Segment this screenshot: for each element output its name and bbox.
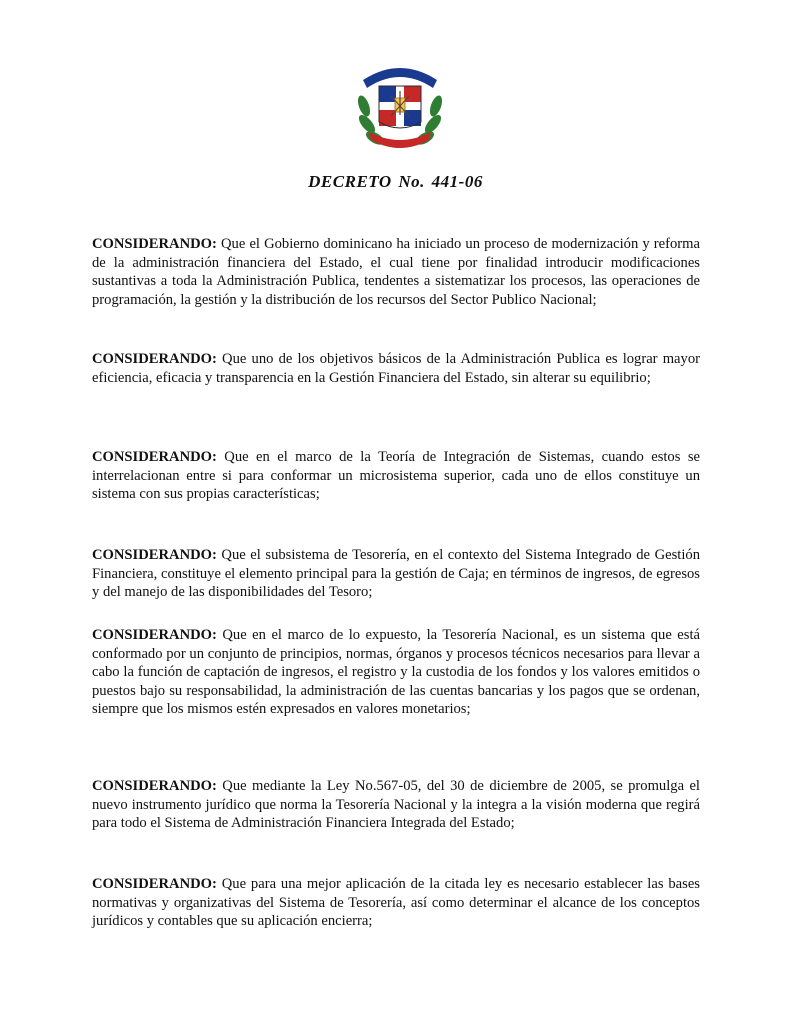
considerando-text: Que uno de los objetivos básicos de la Administración Publica es lograr mayor eficiencia, eficacia y transparencia en la Gestión Financiera del Estado, sin alterar su equilibrio; xyxy=(92,351,700,386)
considerando-paragraph-7 xyxy=(92,875,700,931)
considerando-text: Que para una mejor aplicación de la citada ley es necesario establecer las bases normativas y organizativas del Sistema de Tesorería, así como determinar el alcance de los conceptos jurídicos y contables que su aplicación encierra; xyxy=(92,876,700,930)
considerando-lead: CONSIDERANDO: xyxy=(92,778,217,794)
considerando-lead: CONSIDERANDO: xyxy=(92,627,217,643)
considerando-lead: CONSIDERANDO: xyxy=(92,449,217,465)
considerando-paragraph-3 xyxy=(92,448,700,504)
considerando-lead: CONSIDERANDO: xyxy=(92,236,217,252)
considerando-paragraph-1 xyxy=(92,235,700,309)
considerando-lead: CONSIDERANDO: xyxy=(92,876,217,892)
considerando-lead: CONSIDERANDO: xyxy=(92,547,217,563)
considerando-text: Que el subsistema de Tesorería, en el contexto del Sistema Integrado de Gestión Financiera, constituye el elemento principal para la gestión de Caja; en términos de ingresos, de egresos y del manejo de las disponibilidades del Tesoro; xyxy=(92,547,700,601)
considerando-paragraph-4 xyxy=(92,546,700,602)
considerando-paragraph-2 xyxy=(92,350,700,387)
coat-of-arms-seal-icon xyxy=(355,58,445,154)
considerando-paragraph-5 xyxy=(92,626,700,719)
decree-title: DECRETO No. 441-06 xyxy=(308,172,483,191)
considerando-text: Que en el marco de la Teoría de Integración de Sistemas, cuando estos se interrelacionan entre si para conformar un microsistema superior, cada uno de ellos constituye un sistema con sus propias características; xyxy=(92,449,700,503)
considerando-lead: CONSIDERANDO: xyxy=(92,351,217,367)
considerando-text: Que mediante la Ley No.567-05, del 30 de diciembre de 2005, se promulga el nuevo instrumento jurídico que norma la Tesorería Nacional y la integra a la visión moderna que regirá para todo el Sistema de Administración Financiera Integrada del Estado; xyxy=(92,778,700,832)
considerando-paragraph-6 xyxy=(92,777,700,833)
considerando-text: Que en el marco de lo expuesto, la Tesorería Nacional, es un sistema que está conformado por un conjunto de principios, normas, órganos y procesos técnicos necesarios para llevar a cabo la función de captación de ingresos, el registro y la custodia de los fondos y los valores emitidos o puestos bajo su responsabilidad, la administración de las cuentas bancarias y los pagos que se ordenan, siempre que los mismos estén expresados en valores monetarios; xyxy=(92,627,700,718)
considerando-text: Que el Gobierno dominicano ha iniciado un proceso de modernización y reforma de la administración financiera del Estado, el cual tiene por finalidad introducir modificaciones sustantivas a toda la Administración Publica, tendentes a sistematizar los procesos, las operaciones de programación, la gestión y la distribución de los recursos del Sector Publico Nacional; xyxy=(92,236,700,308)
